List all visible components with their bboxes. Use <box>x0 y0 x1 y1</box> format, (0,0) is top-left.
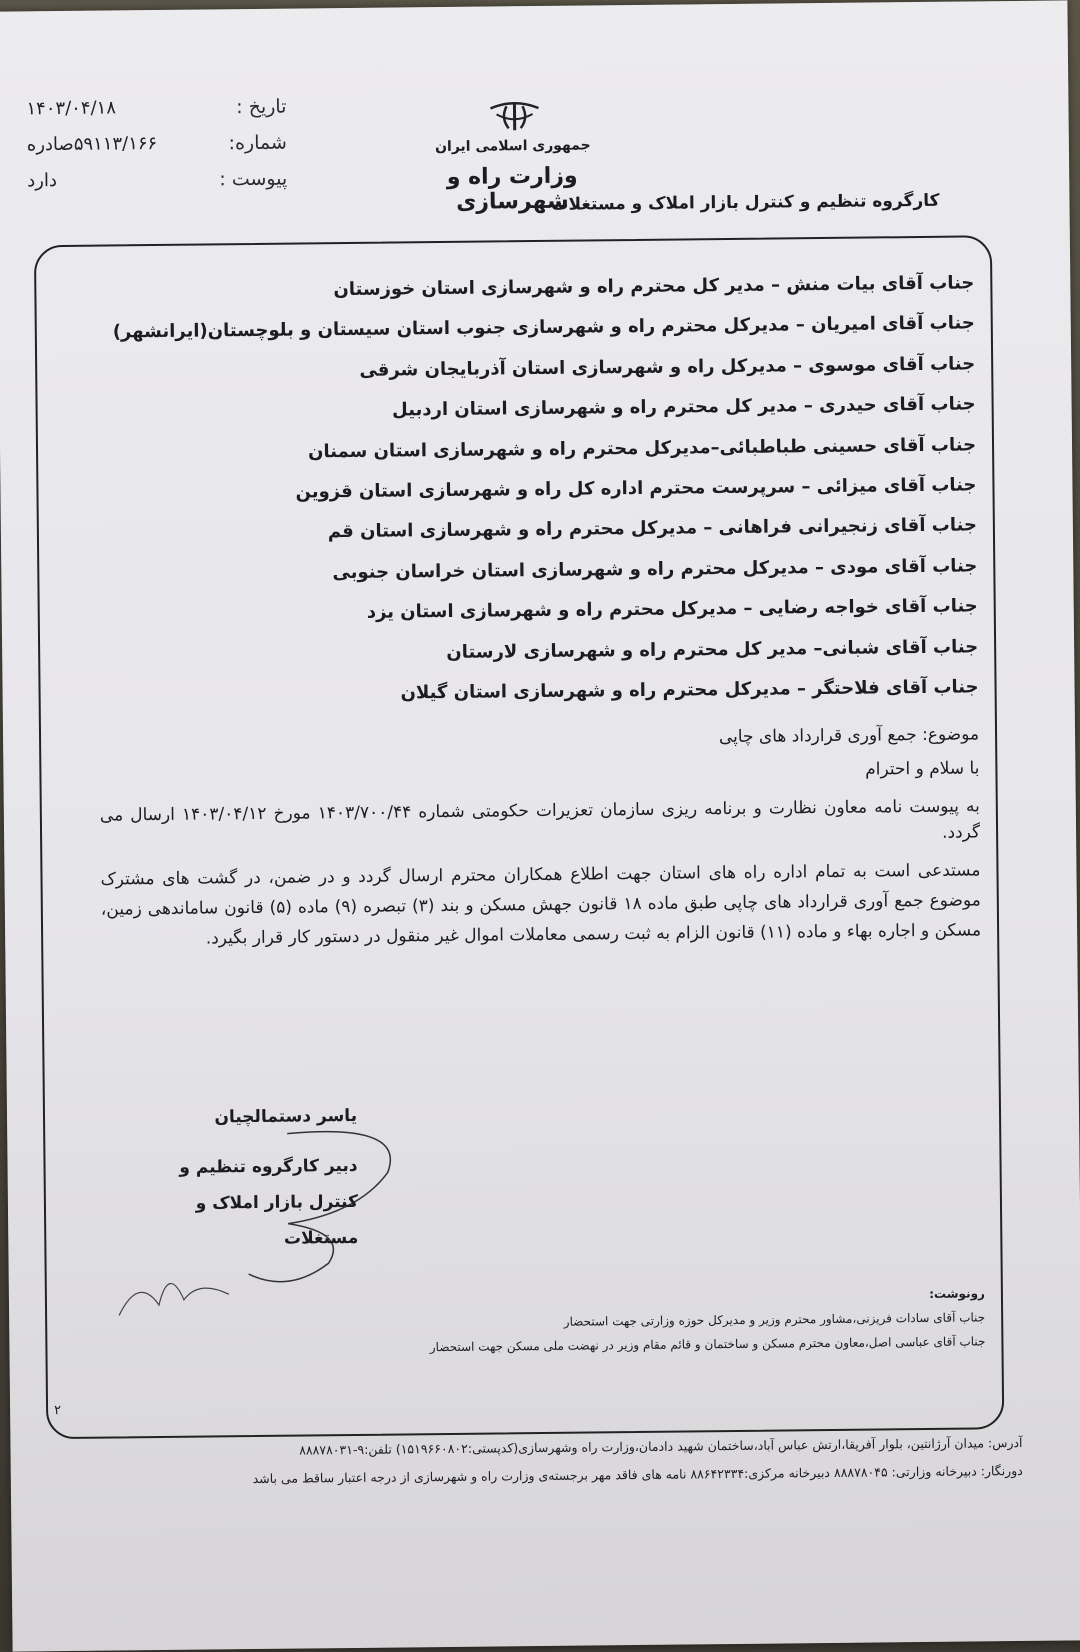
number-row <box>27 125 287 164</box>
attachment-label: پیوست : <box>219 161 287 198</box>
recipient-line: جناب آقای فلاحتگر – مدیرکل محترم راه و شهرسازی استان گیلان <box>158 667 978 716</box>
recipient-line: جناب آقای شبانی– مدیر کل محترم راه و شهرسازی لارستان <box>158 627 978 676</box>
subject-line: موضوع: جمع آوری قرارداد های چاپی <box>99 721 979 756</box>
footer-address: آدرس: میدان آرژانتین، بلوار آفریقا،ارتش عباس آباد،ساختمان شهید دادمان،وزارت راه وشهرسازی(کدپستی:۱۵۱۹۶۶۰۸۰۲) تلفن:۹-۸۸۸۷۸۰۳۱ <box>22 1429 1022 1467</box>
republic-label: جمهوری اسلامی ایران <box>433 137 593 155</box>
recipient-line: جناب آقای زنجیرانی فراهانی – مدیرکل محترم راه و شهرسازی استان قم <box>157 506 977 555</box>
iran-emblem-icon <box>486 94 542 135</box>
recipient-line: جناب آقای امیریان – مدیرکل محترم راه و شهرسازی جنوب استان سیستان و بلوچستان(ایرانشهر) <box>155 304 975 353</box>
letter-body <box>99 721 981 954</box>
date-row <box>26 89 286 128</box>
date-value: ۱۴۰۳/۰۴/۱۸ <box>26 90 116 127</box>
signer-title-line-2: کنترل بازار املاک و <box>158 1184 358 1222</box>
date-label: تاریخ : <box>236 89 287 126</box>
number-label: شماره: <box>228 125 287 162</box>
recipient-line: جناب آقای میزائی – سرپرست محترم اداره کل راه و شهرسازی استان قزوین <box>156 465 976 514</box>
attachment-row <box>27 161 287 200</box>
number-value: ۵۹۱۱۳/۱۶۶صادره <box>27 126 158 163</box>
body-paragraph-1: به پیوست نامه معاون نظارت و برنامه ریزی سازمان تعزیرات حکومتی شماره ۱۴۰۳/۷۰۰/۴۴ مورخ ۱۴۰۳/۰۴/۱۲ ارسال می گردد. <box>100 793 980 854</box>
recipient-line: جناب آقای حیدری – مدیر کل محترم راه و شهرسازی استان اردبیل <box>155 385 975 434</box>
signer-title-line-1: دبیر کارگروه تنظیم و <box>157 1148 357 1186</box>
cc-block <box>165 1281 986 1362</box>
cc-line-2: جناب آقای عباسی اصل،معاون محترم مسکن و ساختمان و قائم مقام وزیر در نهضت ملی مسکن جهت استحضار <box>165 1329 985 1362</box>
ministry-title: وزارت راه و شهرسازی <box>397 163 628 215</box>
letter-footer <box>22 1429 1023 1495</box>
letter-meta <box>26 89 287 200</box>
recipient-line: جناب آقای موسوی – مدیرکل راه و شهرسازی استان آذربایجان شرقی <box>155 344 975 393</box>
recipient-list <box>154 263 979 716</box>
signer-title-line-3: مستغلات <box>158 1220 358 1258</box>
signer-name: یاسر دستمالچیان <box>157 1098 357 1136</box>
workgroup-title: کارگروه تنظیم و کنترل بازار املاک و مستغلات <box>519 188 939 218</box>
recipient-line: جناب آقای بیات منش – مدیر کل محترم راه و شهرسازی استان خوزستان <box>154 263 974 312</box>
recipient-line: جناب آقای خواجه رضایی – مدیرکل محترم راه و شهرسازی استان یزد <box>158 587 978 636</box>
cc-line-1: جناب آقای سادات فریزنی،مشاور محترم وزیر و مدیرکل حوزه وزارتی جهت استحضار <box>165 1305 985 1338</box>
cc-title: رونوشت: <box>165 1281 985 1314</box>
signature-block <box>157 1098 359 1258</box>
body-paragraph-2: مستدعی است به تمام اداره راه های استان جهت اطلاع همکاران محترم ارسال گردد و در ضمن، در گشت های مشترک موضوع جمع آوری قرارداد های چاپی طبق ماده ۱۸ قانون جهش مسکن و بند (۳) تبصره (۹) ماده (۵) قانون ساماندهی زمین، مسکن و اجاره بهاء و ماده (۱۱) قانون الزام به ثبت رسمی معاملات اموال غیر منقول در دستور کار قرار بگیرد. <box>100 855 981 954</box>
greeting: با سلام و احترام <box>99 755 979 790</box>
page-number: ۲ <box>54 1403 61 1418</box>
attachment-value: دارد <box>27 163 57 199</box>
recipient-line: جناب آقای مودی – مدیرکل محترم راه و شهرسازی استان خراسان جنوبی <box>157 546 977 595</box>
recipient-line: جناب آقای حسینی طباطبائی–مدیرکل محترم راه و شهرسازی استان سمنان <box>156 425 976 474</box>
footer-contacts: دورنگار: دبیرخانه وزارتی: ۸۸۸۷۸۰۴۵ دبیرخانه مرکزی:۸۸۶۴۲۳۳۴ نامه های فاقد مهر برجسته‌ی وزارت راه و شهرسازی از درجه اعتبار ساقط می باشد <box>23 1457 1023 1495</box>
